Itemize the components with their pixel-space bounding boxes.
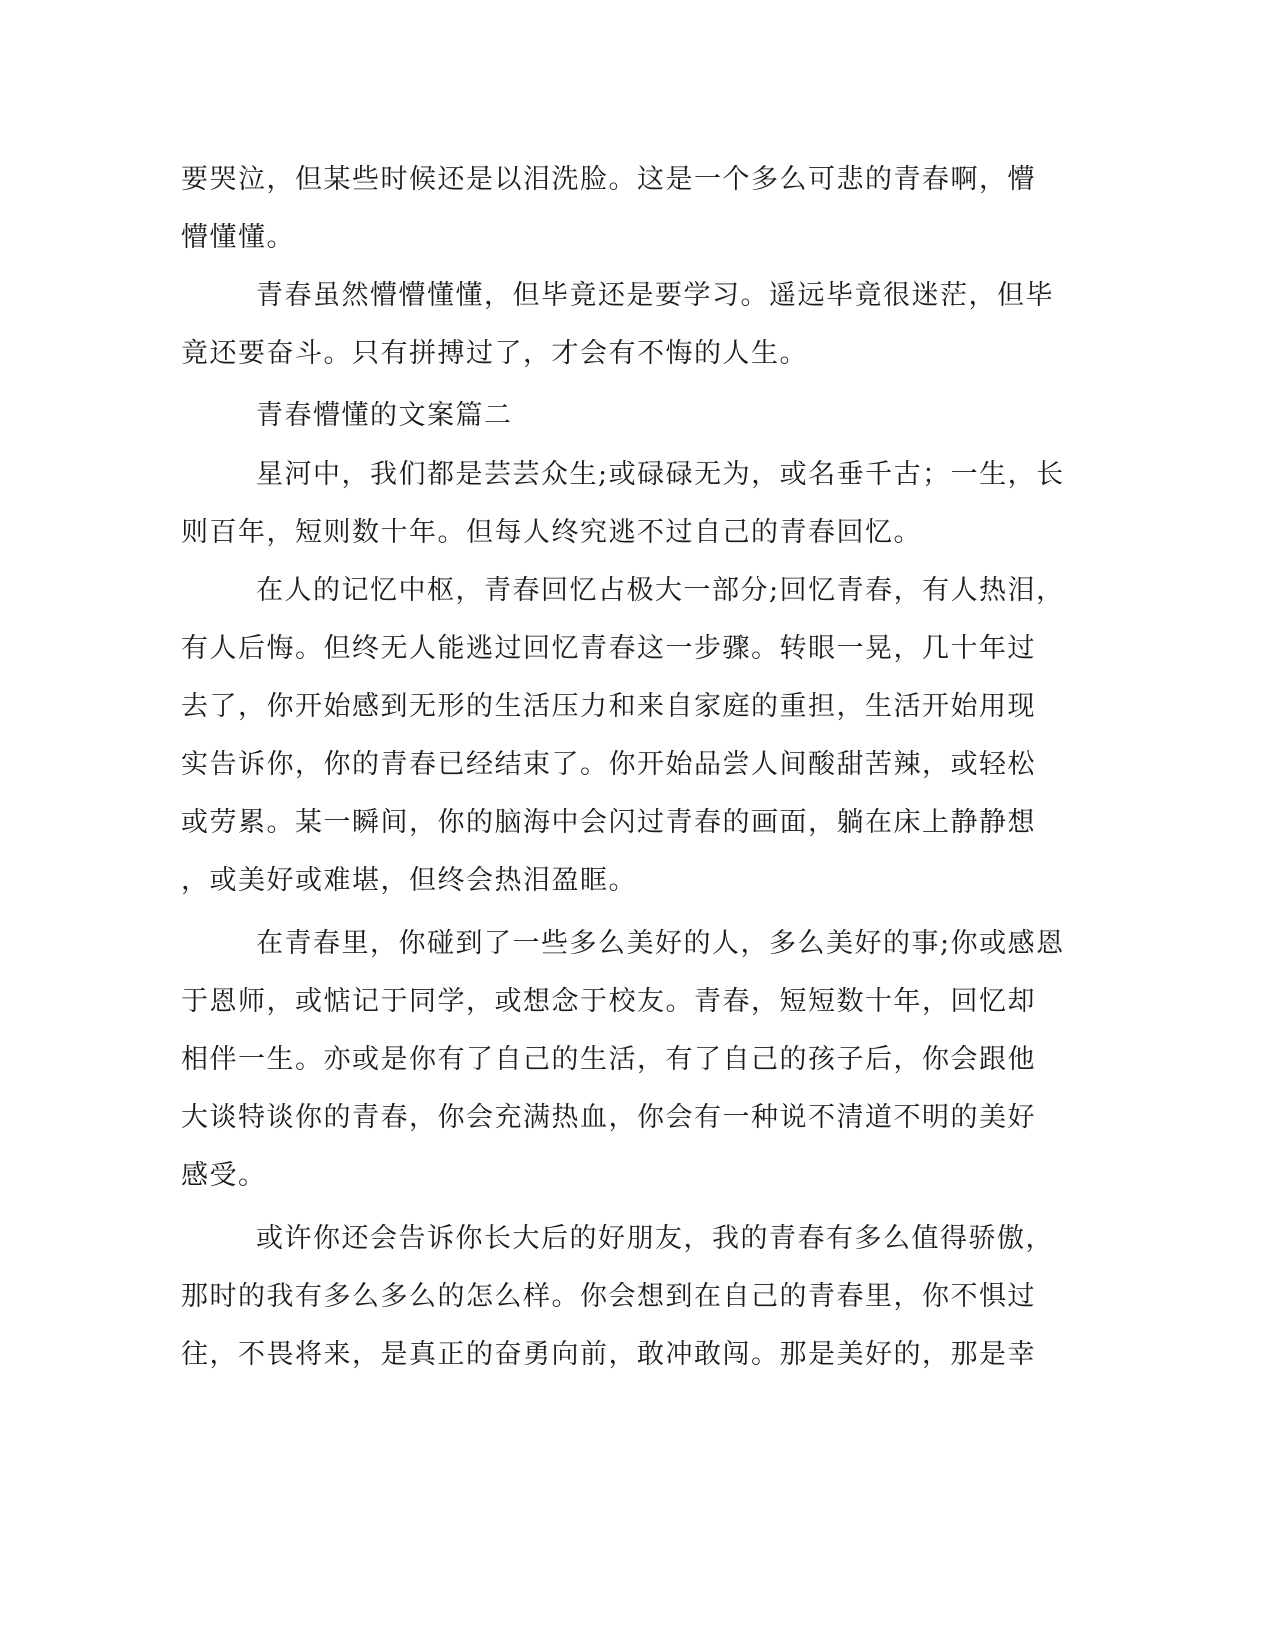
section-heading: 青春懵懂的文案篇二 xyxy=(256,400,513,431)
text-line: 感受。 xyxy=(181,1160,267,1191)
text-line: 实告诉你，你的青春已经结束了。你开始品尝人间酸甜苦辣，或轻松 xyxy=(181,749,1036,780)
paragraph-first-line: 在青春里，你碰到了一些多么美好的人，多么美好的事;你或感恩 xyxy=(256,928,1065,959)
text-line: 竟还要奋斗。只有拼搏过了，才会有不悔的人生。 xyxy=(181,338,808,369)
paragraph-first-line: 在人的记忆中枢，青春回忆占极大一部分;回忆青春，有人热泪， xyxy=(256,575,1065,606)
text-line: 懵懂懂。 xyxy=(181,222,295,253)
paragraph-first-line: 或许你还会告诉你长大后的好朋友，我的青春有多么值得骄傲， xyxy=(256,1223,1054,1254)
text-line: 有人后悔。但终无人能逃过回忆青春这一步骤。转眼一晃，几十年过 xyxy=(181,633,1036,664)
text-line: 往，不畏将来，是真正的奋勇向前，敢冲敢闯。那是美好的，那是幸 xyxy=(181,1339,1036,1370)
text-line: 那时的我有多么多么的怎么样。你会想到在自己的青春里，你不惧过 xyxy=(181,1281,1036,1312)
paragraph-first-line: 星河中，我们都是芸芸众生;或碌碌无为，或名垂千古；一生，长 xyxy=(256,459,1065,490)
paragraph-first-line: 青春虽然懵懵懂懂，但毕竟还是要学习。遥远毕竟很迷茫，但毕 xyxy=(256,280,1054,311)
text-line: 或劳累。某一瞬间，你的脑海中会闪过青春的画面，躺在床上静静想 xyxy=(181,807,1036,838)
text-line: 大谈特谈你的青春，你会充满热血，你会有一种说不清道不明的美好 xyxy=(181,1102,1036,1133)
text-line: 去了，你开始感到无形的生活压力和来自家庭的重担，生活开始用现 xyxy=(181,691,1036,722)
text-line: 相伴一生。亦或是你有了自己的生活，有了自己的孩子后，你会跟他 xyxy=(181,1044,1036,1075)
text-line: 要哭泣，但某些时候还是以泪洗脸。这是一个多么可悲的青春啊，懵 xyxy=(181,164,1036,195)
text-line: 则百年，短则数十年。但每人终究逃不过自己的青春回忆。 xyxy=(181,517,922,548)
text-line: ，或美好或难堪，但终会热泪盈眶。 xyxy=(181,865,637,896)
text-line: 于恩师，或惦记于同学，或想念于校友。青春，短短数十年，回忆却 xyxy=(181,986,1036,1017)
